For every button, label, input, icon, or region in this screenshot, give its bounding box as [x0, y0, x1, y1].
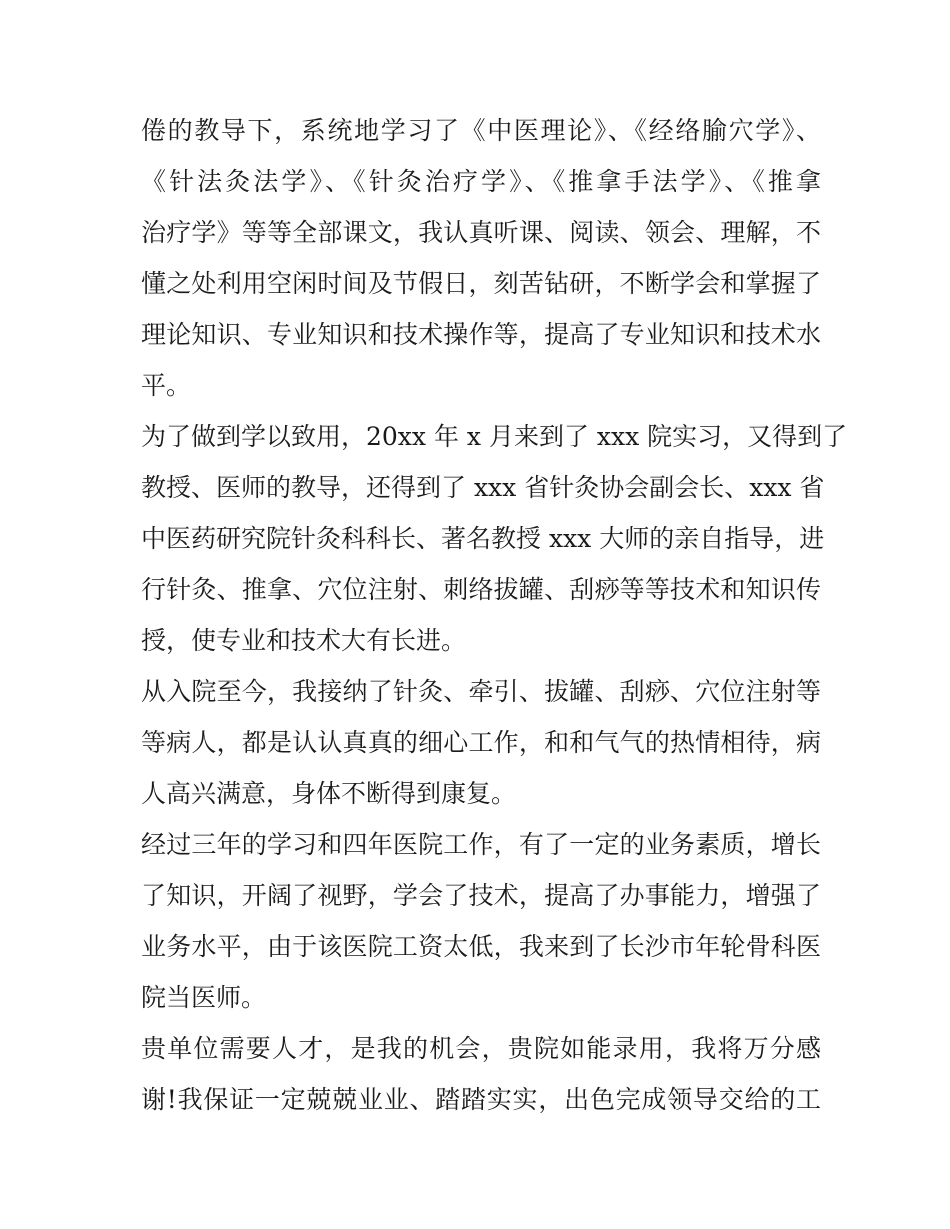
text-line: 为了做到学以致用，20xx 年 x 月来到了 xxx 院实习，又得到了 [141, 422, 848, 451]
document-body [141, 105, 848, 1125]
text-line: 倦的教导下，系统地学习了《中医理论》、《经络腧穴学》、 [141, 116, 821, 145]
text-line: 等病人，都是认认真真的细心工作，和和气气的热情相待，病 [141, 728, 821, 757]
paragraph-5 [141, 1023, 821, 1125]
text-line: 了知识，开阔了视野，学会了技术，提高了办事能力，增强了 [141, 881, 821, 910]
text-line: 《针法灸法学》、《针灸治疗学》、《推拿手法学》、《推拿 [141, 167, 821, 196]
text-line: 行针灸、推拿、穴位注射、刺络拔罐、刮痧等等技术和知识传 [141, 575, 821, 604]
paragraph-2 [141, 411, 848, 666]
paragraph-4 [141, 819, 821, 1023]
text-line: 平。 [141, 371, 192, 400]
paragraph-3 [141, 666, 821, 819]
text-line: 经过三年的学习和四年医院工作，有了一定的业务素质，增长 [141, 830, 821, 859]
text-line: 懂之处利用空闲时间及节假日，刻苦钻研，不断学会和掌握了 [141, 269, 821, 298]
text-line: 授，使专业和技术大有长进。 [141, 626, 467, 655]
text-line: 院当医师。 [141, 983, 267, 1012]
text-line: 教授、医师的教导，还得到了 xxx 省针灸协会副会长、xxx 省 [141, 473, 825, 502]
text-line: 中医药研究院针灸科科长、著名教授 xxx 大师的亲自指导，进 [141, 524, 825, 553]
text-line: 业务水平，由于该医院工资太低，我来到了长沙市年轮骨科医 [141, 932, 821, 961]
paragraph-1 [141, 105, 821, 411]
text-line: 治疗学》等等全部课文，我认真听课、阅读、领会、理解，不 [141, 218, 821, 247]
text-line: 人高兴满意，身体不断得到康复。 [141, 779, 517, 808]
text-line: 谢!我保证一定兢兢业业、踏踏实实，出色完成领导交给的工 [141, 1085, 821, 1114]
text-line: 理论知识、专业知识和技术操作等，提高了专业知识和技术水 [141, 320, 821, 349]
text-line: 从入院至今，我接纳了针灸、牵引、拔罐、刮痧、穴位注射等 [141, 677, 821, 706]
text-line: 贵单位需要人才，是我的机会，贵院如能录用，我将万分感 [141, 1034, 821, 1063]
